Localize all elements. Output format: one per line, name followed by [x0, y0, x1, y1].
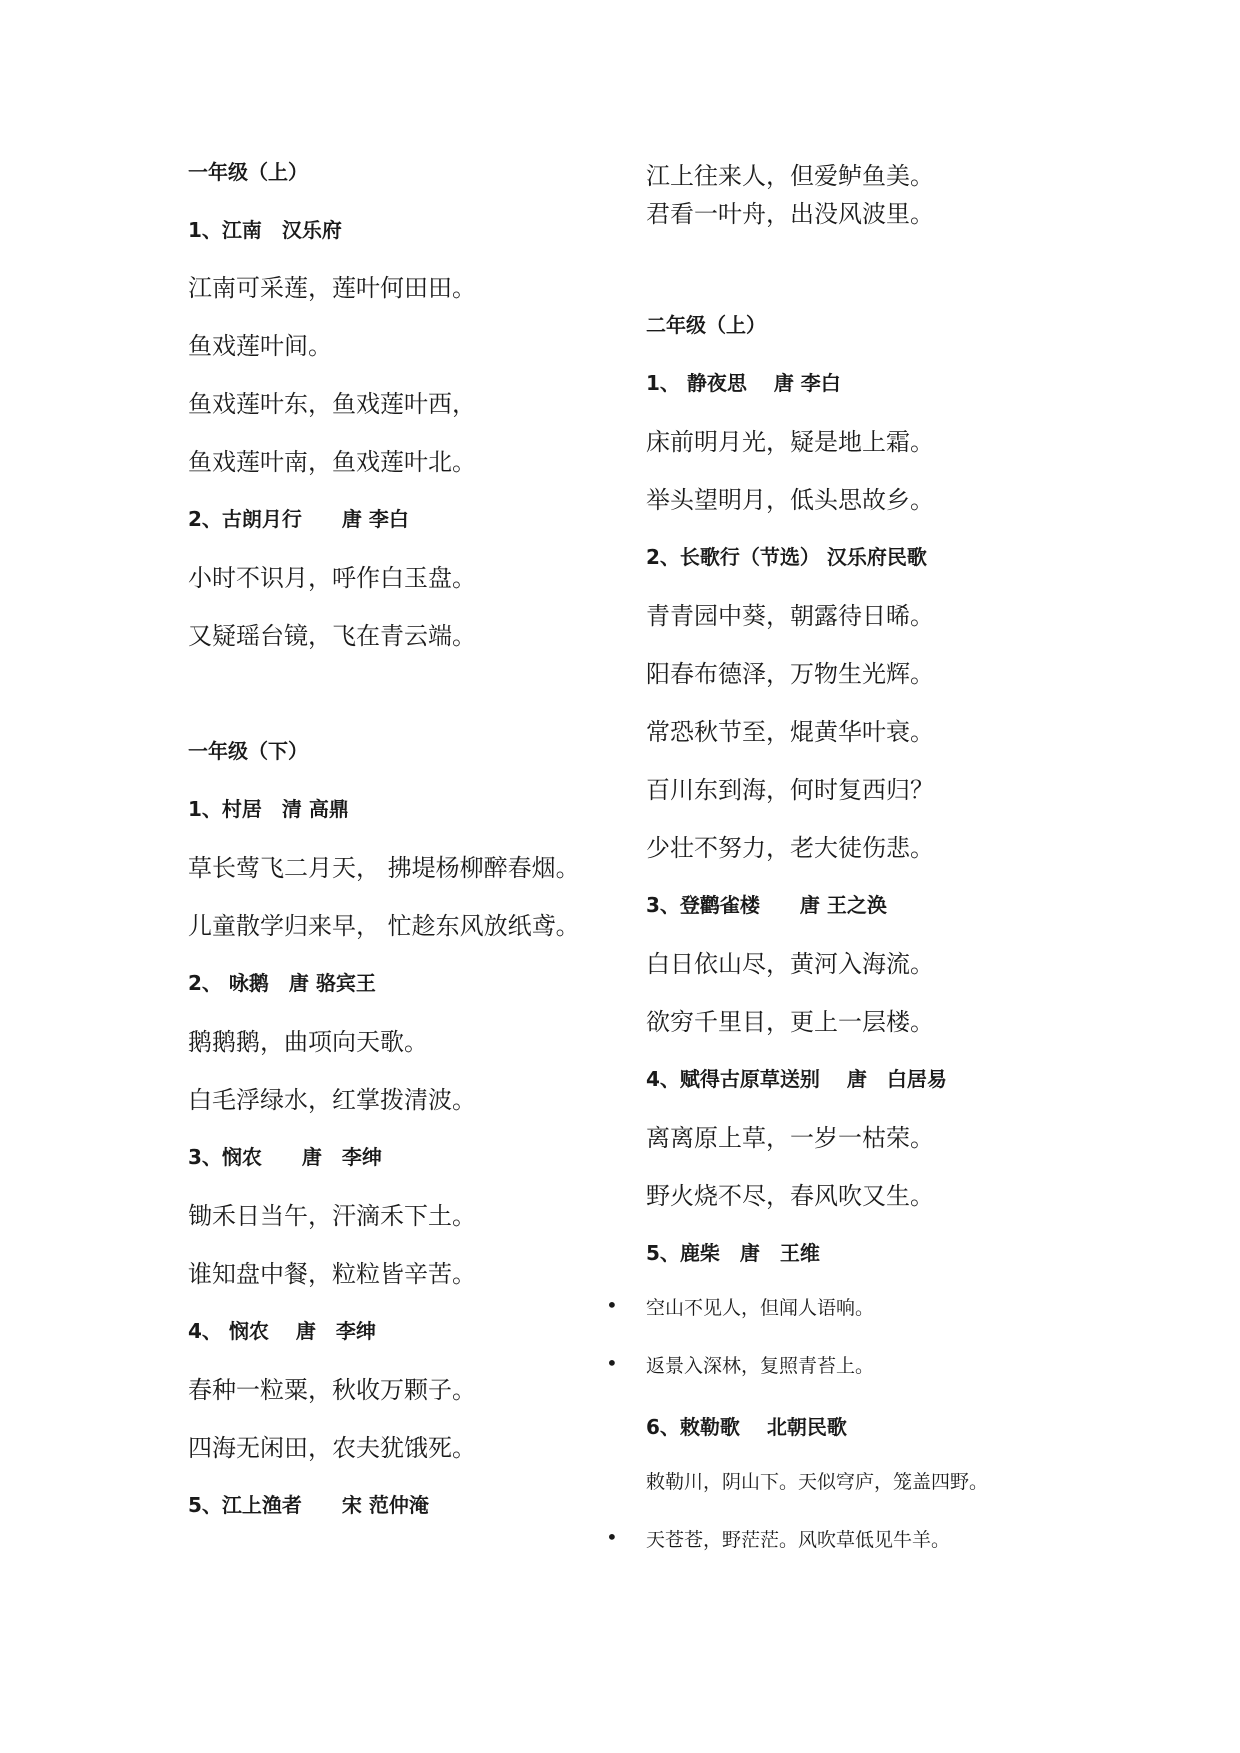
- poem-line: 青青园中葵，朝露待日晞。: [646, 602, 934, 630]
- poem-line: 锄禾日当午，汗滴禾下土。: [188, 1202, 476, 1230]
- poem-line: 敕勒川，阴山下。天似穹庐，笼盖四野。: [646, 1471, 989, 1493]
- poem-line: 又疑瑶台镜，飞在青云端。: [188, 622, 476, 650]
- poem-line: 白毛浮绿水，红掌拨清波。: [188, 1086, 476, 1114]
- poem-line: 白日依山尽，黄河入海流。: [646, 950, 934, 978]
- poem-line: 四海无闲田，农夫犹饿死。: [188, 1434, 476, 1462]
- section-heading: 一年级（下）: [188, 739, 308, 763]
- poem-line: 谁知盘中餐，粒粒皆辛苦。: [188, 1260, 476, 1288]
- poem-title: 1、江南 汉乐府: [188, 218, 342, 242]
- poem-line: 君看一叶舟，出没风波里。: [646, 200, 934, 228]
- poem-line: 床前明月光，疑是地上霜。: [646, 428, 934, 456]
- poem-title: 1、村居 清 高鼎: [188, 797, 349, 821]
- poem-line: 鱼戏莲叶东，鱼戏莲叶西，: [188, 390, 476, 418]
- poem-title: 2、古朗月行 唐 李白: [188, 507, 409, 531]
- section-heading: 二年级（上）: [646, 313, 766, 337]
- poem-line-bulleted: • 返景入深林，复照青苔上。: [646, 1351, 874, 1378]
- poem-line: 儿童散学归来早， 忙趁东风放纸鸢。: [188, 912, 580, 940]
- poem-title: 5、江上渔者 宋 范仲淹: [188, 1493, 429, 1517]
- poem-title: 3、登鹳雀楼 唐 王之涣: [646, 893, 887, 917]
- poem-title: 4、 悯农 唐 李绅: [188, 1319, 376, 1343]
- poem-line: 野火烧不尽，春风吹又生。: [646, 1182, 934, 1210]
- poem-title: 4、赋得古原草送别 唐 白居易: [646, 1067, 947, 1091]
- poem-line: 小时不识月，呼作白玉盘。: [188, 564, 476, 592]
- poem-line-bulleted: • 天苍苍，野茫茫。风吹草低见牛羊。: [646, 1525, 950, 1552]
- poem-line: 鱼戏莲叶间。: [188, 332, 332, 360]
- poem-line-bulleted: • 空山不见人，但闻人语响。: [646, 1293, 874, 1320]
- poem-title: 3、悯农 唐 李绅: [188, 1145, 382, 1169]
- poem-title: 5、鹿柴 唐 王维: [646, 1241, 820, 1265]
- poem-line: 举头望明月，低头思故乡。: [646, 486, 934, 514]
- poem-line: 江上往来人，但爱鲈鱼美。: [646, 162, 934, 190]
- poem-line: 阳春布德泽，万物生光辉。: [646, 660, 934, 688]
- poem-title: 2、 咏鹅 唐 骆宾王: [188, 971, 376, 995]
- poem-line: 离离原上草，一岁一枯荣。: [646, 1124, 934, 1152]
- poem-line: 常恐秋节至，焜黄华叶衰。: [646, 718, 934, 746]
- poem-title: 6、敕勒歌 北朝民歌: [646, 1415, 847, 1439]
- poem-line: 少壮不努力，老大徒伤悲。: [646, 834, 934, 862]
- poem-line: 鱼戏莲叶南，鱼戏莲叶北。: [188, 448, 476, 476]
- poem-line: 百川东到海，何时复西归？: [646, 776, 934, 804]
- section-heading: 一年级（上）: [188, 160, 308, 184]
- poem-line: 欲穷千里目，更上一层楼。: [646, 1008, 934, 1036]
- poem-line: 草长莺飞二月天， 拂堤杨柳醉春烟。: [188, 854, 580, 882]
- poem-title: 1、 静夜思 唐 李白: [646, 371, 841, 395]
- poem-line: 江南可采莲，莲叶何田田。: [188, 274, 476, 302]
- poem-line: 鹅鹅鹅，曲项向天歌。: [188, 1028, 428, 1056]
- poem-title: 2、长歌行（节选） 汉乐府民歌: [646, 545, 927, 569]
- poem-line: 春种一粒粟，秋收万颗子。: [188, 1376, 476, 1404]
